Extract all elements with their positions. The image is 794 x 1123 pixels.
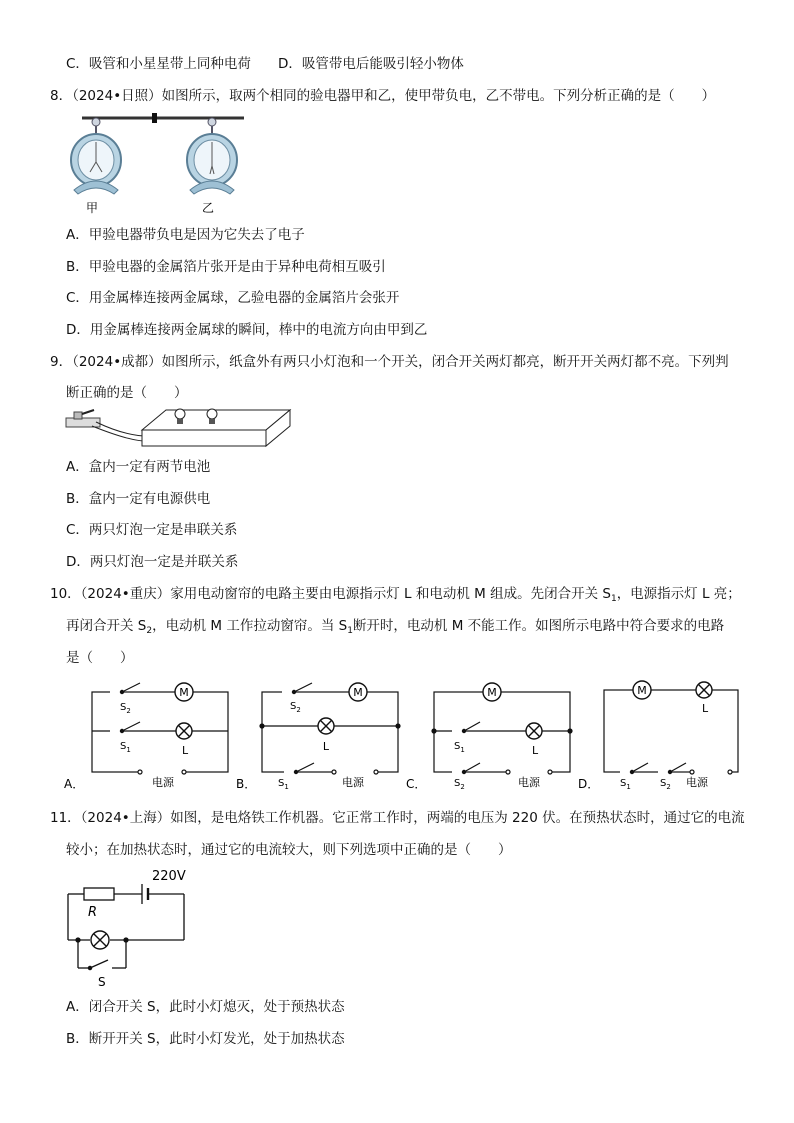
- q8-option-c: C．用金属棒连接两金属球，乙验电器的金属箔片会张开: [66, 290, 400, 306]
- q9-stem-line1: 9．（2024•成都）如图所示，纸盒外有两只小灯泡和一个开关，闭合开关两灯都亮，断开开关两灯都不亮。下列判: [50, 354, 729, 370]
- q8-rod-handle: [152, 113, 157, 123]
- q11-lamp-icon: [91, 931, 109, 949]
- q9-option-b: B．盒内一定有电源供电: [66, 491, 211, 507]
- svg-text:电源: 电源: [152, 776, 174, 789]
- q8-option-d: D．用金属棒连接两金属球的瞬间，棒中的电流方向由甲到乙: [66, 322, 428, 338]
- q8-option-b: B．甲验电器的金属箔片张开是由于异种电荷相互吸引: [66, 259, 386, 275]
- q11-stem-line1: 11．（2024•上海）如图，是电烙铁工作机器。它正常工作时，两端的电压为 220 伏。在预热状态时，通过它的电流: [50, 810, 745, 826]
- q11-option-b: B．断开开关 S，此时小灯发光，处于加热状态: [66, 1031, 345, 1047]
- q10-circuit-c: [432, 692, 572, 774]
- q11-resistor: [84, 888, 114, 900]
- q9-box-figure: [62, 404, 294, 450]
- q11-voltage-label: 220V: [152, 869, 186, 884]
- q11-resistor-label: R: [88, 905, 98, 920]
- svg-text:S1: $S_1$: [620, 778, 631, 791]
- svg-text:L: L: [702, 702, 709, 715]
- q10d-lamp-icon: [696, 682, 712, 698]
- svg-text:L: L: [322, 740, 330, 753]
- q10c-lamp-icon: [526, 723, 542, 739]
- q10-option-d-letter: D．: [578, 777, 600, 791]
- q10-circuit-a: [92, 683, 228, 774]
- q9-option-a: A．盒内一定有两节电池: [66, 459, 211, 475]
- svg-text:S1: $S_1$: [278, 778, 289, 791]
- svg-text:电源: 电源: [686, 776, 708, 789]
- q8-stem: 8．（2024•日照）如图所示，取两个相同的验电器甲和乙，使甲带负电，乙不带电。下列分析正确的是（ ）: [50, 88, 716, 104]
- q8-option-a: A．甲验电器带负电是因为它失去了电子: [66, 227, 305, 243]
- q11-stem-line2: 较小；在加热状态时，通过它的电流较大，则下列选项中正确的是（ ）: [66, 842, 512, 858]
- q8-label-right: 乙: [202, 201, 215, 215]
- q8-electroscope-right: [187, 118, 237, 194]
- svg-text:M: M: [487, 686, 497, 699]
- q10a-s1-label: $S_1$: [120, 741, 131, 754]
- q10-stem-line3: 是（ ）: [66, 650, 134, 666]
- q10-stem-line1: 10．（2024•重庆）家用电动窗帘的电路主要由电源指示灯 L 和电动机 M 组成。先闭合开关 $S_1$，电源指示灯 L 亮；: [50, 586, 741, 604]
- q10-option-c-letter: C．: [406, 777, 427, 791]
- svg-text:M: M: [179, 686, 189, 699]
- svg-text:S2: $S_2$: [454, 778, 465, 791]
- q11-circuit-figure: [60, 864, 196, 990]
- q7-option-d: D．吸管带电后能吸引轻小物体: [278, 56, 464, 72]
- svg-text:M: M: [637, 684, 647, 697]
- q10-option-a-letter: A．: [64, 777, 85, 791]
- q8-label-left: 甲: [86, 201, 99, 215]
- svg-text:电源: 电源: [342, 776, 364, 789]
- q9-option-d: D．两只灯泡一定是并联关系: [66, 554, 239, 570]
- q11-option-a: A．闭合开关 S，此时小灯熄灭，处于预热状态: [66, 999, 345, 1015]
- svg-text:S2: $S_2$: [290, 701, 301, 714]
- q9-option-c: C．两只灯泡一定是串联关系: [66, 522, 238, 538]
- q10b-lamp-icon: [318, 718, 334, 734]
- svg-text:S1: $S_1$: [454, 741, 465, 754]
- q8-electroscope-figure: [64, 110, 254, 220]
- svg-text:L: L: [182, 744, 189, 757]
- q10-option-b-letter: B．: [236, 777, 257, 791]
- svg-text:M: M: [353, 686, 363, 699]
- q8-electroscope-left: [71, 118, 121, 194]
- q10a-lamp-icon: [176, 723, 192, 739]
- svg-text:L: L: [532, 744, 539, 757]
- q9-stem-line2: 断正确的是（ ）: [66, 385, 188, 401]
- q9-switch: [66, 410, 100, 427]
- svg-text:电源: 电源: [518, 776, 540, 789]
- q10-stem-line2: 再闭合开关 $S_2$，电动机 M 工作拉动窗帘。当 $S_1$断开时，电动机 M 不能工作。如图所示电路中符合要求的电路: [66, 618, 725, 636]
- q10-circuit-d: [604, 690, 738, 774]
- svg-text:S2: $S_2$: [660, 778, 671, 791]
- q7-option-c: C．吸管和小星星带上同种电荷: [66, 56, 251, 72]
- q10a-s2-label: $S_2$: [120, 702, 131, 715]
- q10-circuits-figure: [60, 678, 760, 796]
- q11-switch-label: S: [98, 975, 106, 989]
